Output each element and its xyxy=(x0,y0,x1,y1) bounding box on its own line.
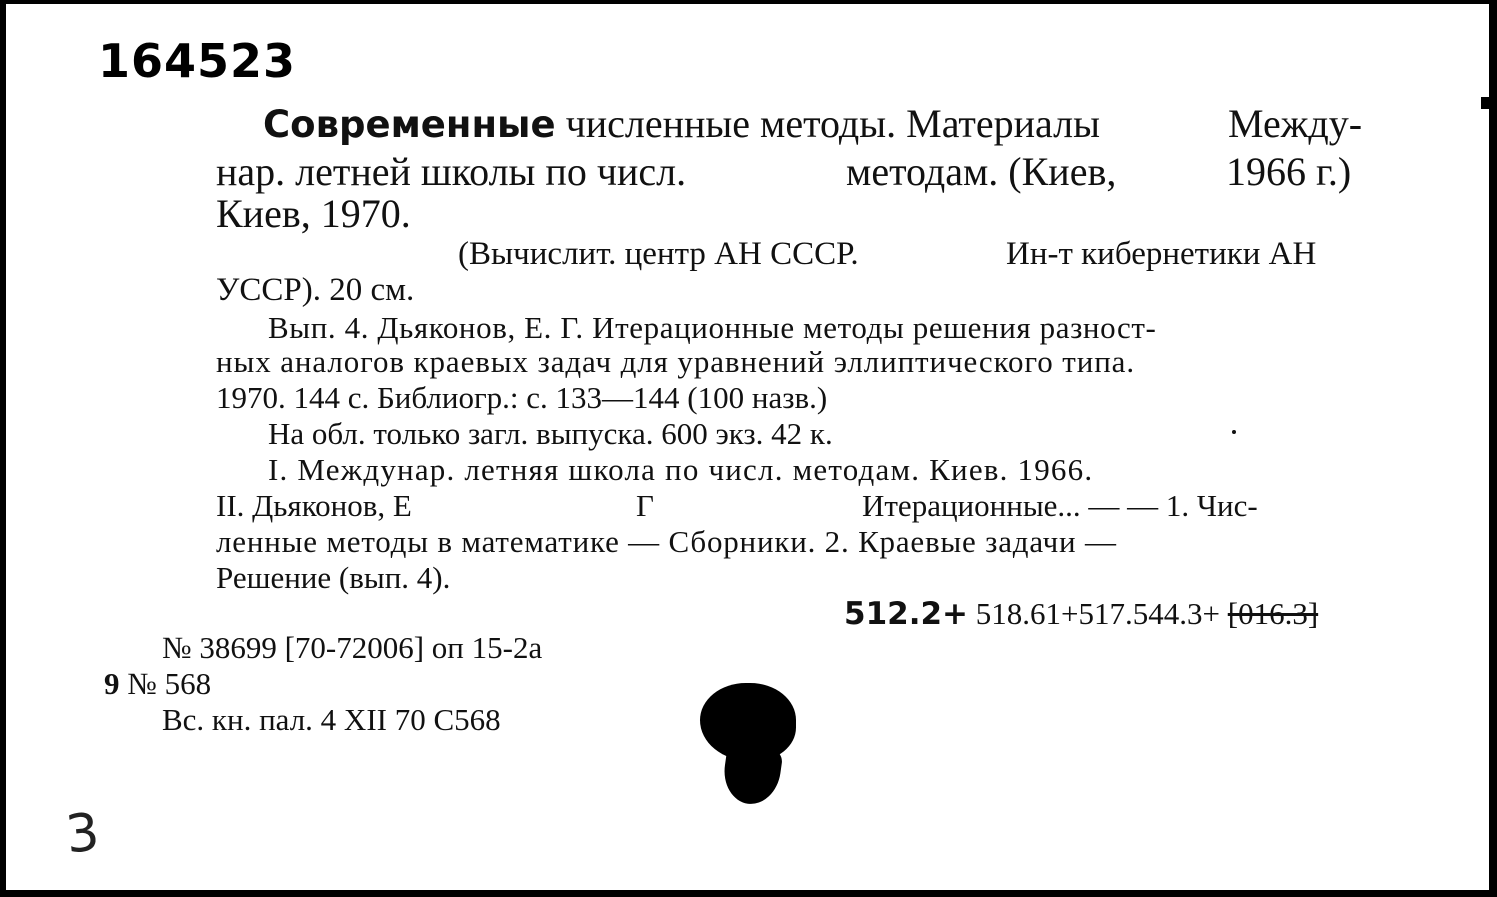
subject-line-2b: Г xyxy=(636,488,654,523)
issue-line-3: 1970. 144 с. Библиогр.: с. 133—144 (100 назв.) xyxy=(216,380,828,415)
handwritten-mark: 3 xyxy=(62,802,103,866)
subject-line-4: Решение (вып. 4). xyxy=(216,560,451,595)
subject-line-2a: II. Дьяконов, Е xyxy=(216,488,412,523)
title-bold: Современные xyxy=(263,103,556,146)
inventory-number: 164523 xyxy=(98,34,297,88)
ink-blot-tail xyxy=(720,740,784,807)
title-rest: численные методы. Материалы xyxy=(565,101,1100,146)
card-number-bold: 9 xyxy=(104,666,120,701)
issue-line-2: ных аналогов краевых задач для уравнений эллиптического типа. xyxy=(216,344,1135,379)
speck xyxy=(1232,430,1236,434)
title-line-2c: 1966 г.) xyxy=(1226,149,1352,194)
subject-line-1: I. Междунар. летняя школа по числ. методам. Киев. 1966. xyxy=(268,452,1094,487)
title-line-2a: нар. летней школы по числ. xyxy=(216,149,687,194)
title-line-2b: методам. (Киев, xyxy=(846,149,1117,194)
order-number: № 38699 [70-72006] оп 15-2а xyxy=(162,630,543,665)
subject-line-2c: Итерационные... — — 1. Чис- xyxy=(862,488,1258,523)
udc-classification xyxy=(844,596,1318,632)
title-line-3: Киев, 1970. xyxy=(216,191,411,236)
catalog-card xyxy=(6,4,1489,890)
card-number: № 568 xyxy=(127,666,212,701)
udc-struck: [016.3] xyxy=(1227,596,1319,631)
chamber-line: Вс. кн. пал. 4 XII 70 С568 xyxy=(162,702,501,737)
title-line-1 xyxy=(263,100,1100,147)
udc-main: 518.61+517.544.3+ xyxy=(975,596,1220,631)
issue-line-4: На обл. только загл. выпуска. 600 экз. 42 к. xyxy=(268,416,833,451)
subject-line-3: ленные методы в математике — Сборники. 2. Краевые задачи — xyxy=(216,524,1117,559)
card-number-line xyxy=(104,666,211,702)
edge-mark xyxy=(1481,97,1489,109)
publisher-line-2: УССР). 20 см. xyxy=(216,272,415,308)
issue-line-1: Вып. 4. Дьяконов, Е. Г. Итерационные методы решения разност- xyxy=(268,310,1157,345)
udc-bold: 512.2+ xyxy=(844,596,969,632)
title-wrap: Между- xyxy=(1228,101,1363,146)
publisher-a: (Вычислит. центр АН СССР. xyxy=(458,236,859,272)
publisher-b: Ин-т кибернетики АН xyxy=(1006,236,1317,272)
